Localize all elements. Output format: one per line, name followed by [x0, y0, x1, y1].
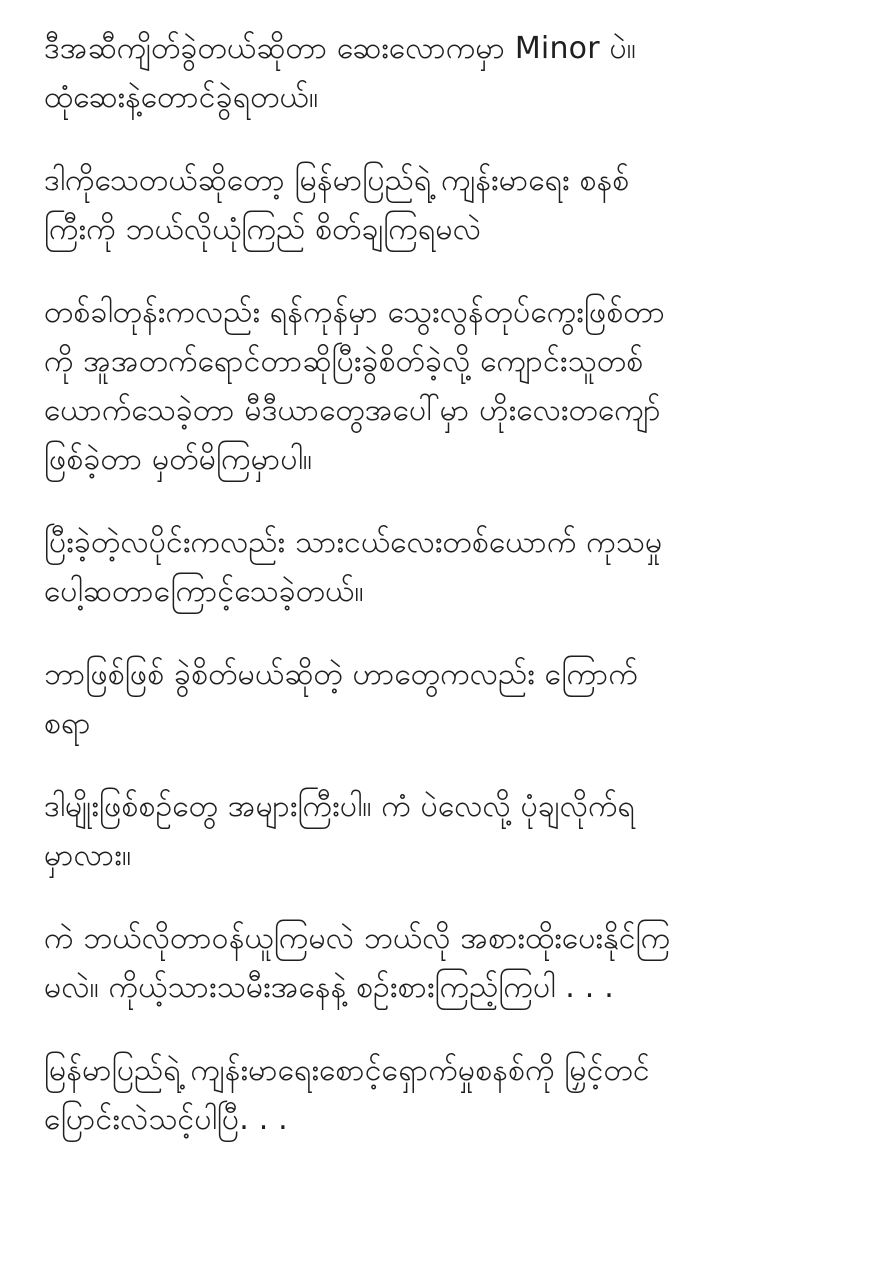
- text-line: ဘာဖြစ်ဖြစ် ခွဲစိတ်မယ်ဆိုတဲ့ ဟာတွေကလည်း ကြောက်: [44, 657, 639, 692]
- text-line: ပြီးခဲ့တဲ့လပိုင်းကလည်း သားငယ်လေးတစ်ယောက် ကုသမှု: [44, 525, 663, 560]
- text-line: ဒါမျိုးဖြစ်စဥ်တွေ အများကြီးပါ။ ကံ ပဲလေလို့ ပုံချလိုက်ရ: [44, 789, 636, 824]
- text-line: ယောက်သေခဲ့တာ မီဒီယာတွေအပေါ်မှာ ဟိုးလေးတကျော်: [44, 393, 661, 428]
- paragraph-4: [44, 518, 834, 616]
- paragraph-8: [44, 1046, 834, 1144]
- text-line: မြန်မာပြည်ရဲ့ ကျန်းမာရေးစောင့်ရှောက်မှုစနစ်ကို မြှင့်တင်: [44, 1053, 650, 1088]
- text-line: ကြီးကို ဘယ်လိုယုံကြည် စိတ်ချကြရမလဲ: [44, 212, 482, 247]
- text-line: တစ်ခါတုန်းကလည်း ရန်ကုန်မှာ သွေးလွန်တုပ်ကွေးဖြစ်တာ: [44, 295, 666, 330]
- text-line: ပေါ့ဆတာကြောင့်သေခဲ့တယ်။: [44, 574, 364, 609]
- text-line: ဒီအဆီကျိတ်ခွဲတယ်ဆိုတာ ဆေးလောကမှာ Minor ပဲ။: [44, 31, 637, 66]
- paragraph-6: [44, 782, 834, 880]
- text-line: ဒါကိုသေတယ်ဆိုတော့ မြန်မာပြည်ရဲ့ ကျန်းမာရေး စနစ်: [44, 163, 630, 198]
- post-text: [44, 24, 834, 1178]
- text-line: ဖြစ်ခဲ့တာ မှတ်မိကြမှာပါ။: [44, 442, 313, 477]
- paragraph-1: [44, 24, 834, 122]
- text-line: ကဲ ဘယ်လိုတာဝန်ယူကြမလဲ ဘယ်လို အစားထိုးပေးနိုင်ကြ: [44, 921, 671, 956]
- paragraph-2: [44, 156, 834, 254]
- text-line: ကို အူအတက်ရောင်တာဆိုပြီးခွဲစိတ်ခဲ့လို့ ကျောင်းသူတစ်: [44, 344, 644, 379]
- text-line: မလဲ။ ကိုယ့်သားသမီးအနေနဲ့ စဉ်းစားကြည့်ကြပါ . . .: [44, 970, 614, 1005]
- paragraph-3: [44, 288, 834, 484]
- paragraph-7: [44, 914, 834, 1012]
- text-line: စရာ: [44, 706, 91, 741]
- text-line: ထုံဆေးနဲ့တောင်ခွဲရတယ်။: [44, 80, 319, 115]
- text-line: ပြောင်းလဲသင့်ပါပြီ. . .: [44, 1102, 288, 1137]
- paragraph-5: [44, 650, 834, 748]
- text-line: မှာလား။: [44, 838, 132, 873]
